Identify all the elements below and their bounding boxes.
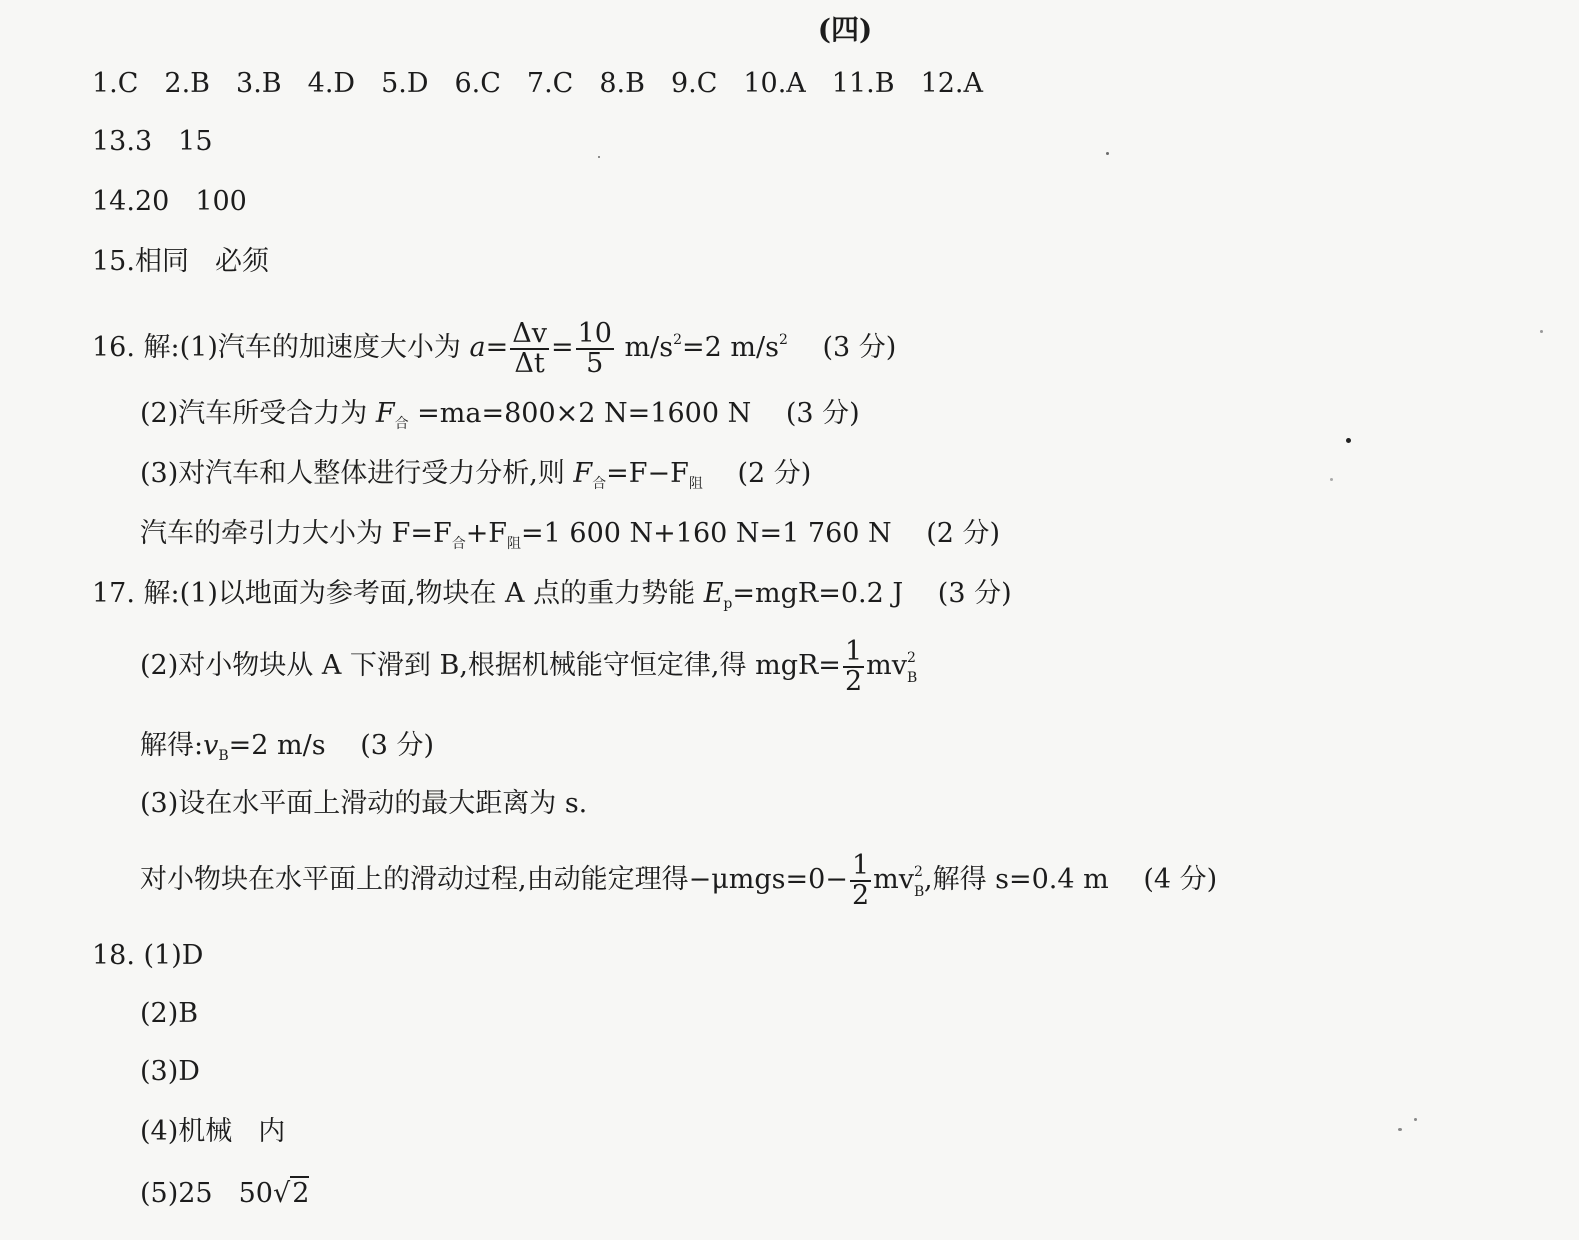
answer-14	[92, 184, 247, 220]
scan-speck	[1346, 438, 1351, 443]
q18-text: 18. (1)D	[92, 940, 204, 971]
var-F: F	[375, 398, 395, 429]
q18-answer: (4)机械	[140, 1116, 233, 1147]
q17-text: 对小物块在水平面上的滑动过程,由动能定理得	[140, 864, 689, 895]
score: (2 分)	[926, 518, 1001, 549]
subscript: 合	[451, 536, 466, 552]
formula: =F−F	[606, 458, 689, 489]
score: (3 分)	[822, 332, 897, 363]
answer-value: 3	[134, 126, 153, 157]
result: ,解得 s=0.4 m	[923, 864, 1109, 895]
q17-line-4	[140, 786, 587, 822]
answer-15	[92, 244, 269, 280]
mc-answer: 12.A	[920, 68, 984, 99]
q17-text: 解得:	[140, 730, 204, 761]
q18-item	[140, 1054, 200, 1090]
mc-answer: 10.A	[743, 68, 806, 99]
answer-13	[92, 124, 213, 160]
answer-value: 100	[195, 186, 247, 217]
q18-answer: (3)D	[140, 1056, 200, 1087]
subscript: 合	[592, 476, 607, 492]
fraction-num: 1	[851, 849, 870, 881]
score: (3 分)	[360, 730, 435, 761]
scan-speck	[598, 156, 600, 158]
subscript: p	[723, 596, 733, 612]
question-number: 13.	[92, 126, 135, 157]
q17-text: 17. 解:(1)以地面为参考面,物块在 A 点的重力势能	[92, 578, 696, 609]
result: =1 600 N+160 N=1 760 N	[521, 518, 892, 549]
score: (3 分)	[937, 578, 1012, 609]
fraction-num: Δv	[512, 317, 547, 349]
q17-line-1	[92, 576, 1012, 622]
q16-text: (2)汽车所受合力为	[140, 398, 368, 429]
result: =2 m/s	[682, 332, 779, 363]
q16-line-4	[140, 516, 1000, 562]
question-number: 14.	[92, 186, 135, 217]
formula: mv	[873, 864, 914, 895]
fraction-den: Δt	[514, 347, 545, 379]
fraction-den: 2	[851, 879, 870, 911]
q16-text: (3)对汽车和人整体进行受力分析,则	[140, 458, 565, 489]
fraction-num: 1	[844, 635, 863, 667]
superscript: 2	[913, 864, 923, 880]
q17-line-3	[140, 728, 434, 774]
subscript: 阻	[507, 536, 522, 552]
scan-speck	[1414, 1118, 1417, 1121]
q18-item	[140, 996, 198, 1032]
q16-text: 汽车的牵引力大小为	[140, 518, 383, 549]
var-F: F	[573, 458, 593, 489]
score: (4 分)	[1143, 864, 1218, 895]
mc-answer: 4.D	[307, 68, 356, 99]
superscript: 2	[906, 650, 916, 666]
q18-head	[92, 938, 203, 974]
section-title: (四)	[817, 13, 873, 46]
mc-answer: 1.C	[92, 68, 139, 99]
mc-answer: 2.B	[164, 68, 211, 99]
scan-speck	[1330, 478, 1333, 481]
fraction	[510, 317, 549, 379]
fraction-num: 10	[577, 317, 612, 349]
answer-value: 15	[178, 126, 213, 157]
mc-answer: 5.D	[381, 68, 429, 99]
mc-answer: 8.B	[599, 68, 645, 99]
scan-speck	[1540, 330, 1543, 333]
subscript: B	[906, 670, 918, 686]
var-a: a	[469, 332, 486, 363]
subscript: 合	[394, 416, 409, 432]
formula: =mgR=0.2 J	[732, 578, 904, 609]
formula: F=F	[391, 518, 452, 549]
mc-answer: 6.C	[454, 68, 501, 99]
q16-line-2	[140, 396, 860, 442]
mc-answer: 11.B	[831, 68, 895, 99]
velocity-squared	[873, 850, 925, 910]
mc-answer-row	[92, 66, 1009, 102]
scan-speck	[1106, 152, 1109, 155]
q16-text: 16. 解:(1)汽车的加速度大小为	[92, 332, 461, 363]
formula: −μmgs=0−	[688, 864, 848, 895]
q17-line-2	[140, 635, 918, 697]
velocity-squared	[866, 636, 918, 696]
q18-answer: 50	[238, 1178, 273, 1209]
q17-text: (2)对小物块从 A 下滑到 B,根据机械能守恒定律,得	[140, 650, 747, 681]
formula: =2 m/s	[228, 730, 326, 761]
q17-line-5	[140, 850, 1217, 910]
sqrt-radicand: 2	[292, 1178, 310, 1209]
unit: m/s	[624, 332, 674, 363]
equals: =	[550, 332, 574, 363]
q18-answer: (2)B	[140, 998, 199, 1029]
mc-answer: 9.C	[670, 68, 718, 99]
var-E: E	[703, 578, 724, 609]
question-number: 15.	[92, 246, 135, 277]
q16-line-3	[140, 456, 811, 502]
fraction-den: 2	[844, 665, 863, 697]
fraction	[843, 635, 864, 697]
mc-answer: 3.B	[236, 68, 282, 99]
fraction-den: 5	[586, 347, 604, 379]
formula: +F	[465, 518, 508, 549]
fraction	[576, 317, 614, 379]
score: (3 分)	[785, 398, 860, 429]
var-v: v	[203, 730, 219, 761]
formula: mv	[866, 650, 907, 681]
subscript: B	[913, 884, 925, 900]
answer-value: 20	[134, 186, 170, 217]
q17-text: (3)设在水平面上滑动的最大距离为 s.	[140, 788, 588, 819]
q18-answer: (5)25	[140, 1178, 213, 1209]
scan-speck	[1398, 1128, 1402, 1131]
mc-answer: 7.C	[526, 68, 574, 99]
answer-value: 相同	[134, 246, 189, 277]
equals: =	[485, 332, 509, 363]
formula: =ma=800×2 N=1600 N	[417, 398, 752, 429]
sqrt-symbol: √	[272, 1178, 291, 1209]
subscript: 阻	[688, 476, 703, 492]
subscript: B	[218, 748, 229, 764]
q16-line-1: 16. 解:(1)汽车的加速度大小为 a= $\frac{\Delta v}{\Delta t}$ = $\frac{10}{5}$ $m/s^2=2$ $m/s^2$ (3 分)	[92, 317, 897, 379]
q18-item	[140, 1176, 309, 1212]
score: (2 分)	[737, 458, 812, 489]
formula: mgR=	[755, 650, 841, 681]
answer-value: 必须	[214, 246, 269, 277]
q18-item	[140, 1114, 285, 1150]
fraction	[850, 849, 871, 911]
q18-answer: 内	[258, 1116, 286, 1147]
